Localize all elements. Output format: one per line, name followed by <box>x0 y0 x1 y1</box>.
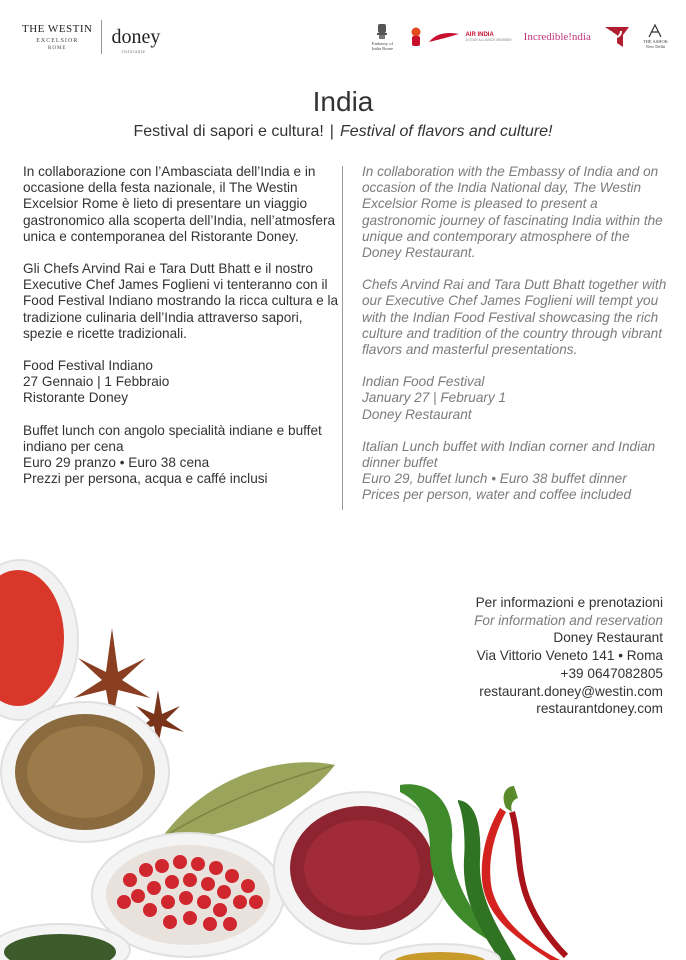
english-intro: In collaboration with the Embassy of India and on occasion of the India National day, The Westin Excelsior Rome is pleased to present a gastronomic journey of fascinating India within the unique and contemporary atmosphere of the Doney Restaurant. <box>362 164 663 261</box>
contact-email[interactable]: restaurant.doney@westin.com <box>479 683 663 699</box>
contact-phone[interactable]: +39 0647082805 <box>560 665 663 681</box>
contact-info-italian: Per informazioni e prenotazioni <box>475 595 663 610</box>
air-india-swan-icon <box>427 30 461 44</box>
paprika-bowl-icon <box>0 560 78 720</box>
italian-event-name: Food Festival Indiano <box>23 358 153 374</box>
italian-offer-block <box>23 423 343 488</box>
italian-intro: In collaborazione con l’Ambasciata dell’India e in occasione della festa nazionale, il The Westin Excelsior Rome è lieto di presentare un viaggio gastronomico alla scoperta dell’India, nell’atmosfera unica e contemporanea del Ristorante Doney. <box>23 164 336 244</box>
embassy-logo <box>367 22 397 52</box>
english-offer: Italian Lunch buffet with Indian corner and Indian dinner buffet <box>362 438 656 471</box>
italian-chefs: Gli Chefs Arvind Rai e Tara Dutt Bhatt e il nostro Executive Chef James Foglieni vi tenteranno con il Food Festival Indiano mostrando la ricca cultura e la tradizione culinaria dell’India attraverso sapori, spezie e ricette tradizionali. <box>23 261 339 341</box>
contact-block <box>474 594 663 718</box>
ashoka-emblem-icon <box>375 22 389 40</box>
english-event <box>362 374 672 423</box>
english-offer-block <box>362 439 672 504</box>
english-notes: Prices per person, water and coffee included <box>362 487 632 503</box>
ashok-name: THE ASHOK <box>642 38 668 44</box>
cumin-bowl-icon <box>1 702 169 842</box>
westin-name: THE WESTIN <box>22 22 93 35</box>
maharaja-icon <box>409 26 423 48</box>
italian-offer: Buffet lunch con angolo specialità indiane e buffet indiano per cena <box>23 422 322 454</box>
italian-column <box>23 164 343 503</box>
italian-notes: Prezzi per persona, acqua e caffé inclusi <box>23 471 268 487</box>
italian-event-dates: 27 Gennaio | 1 Febbraio <box>23 374 170 390</box>
air-india-logo <box>409 26 511 48</box>
english-event-venue: Doney Restaurant <box>362 406 472 422</box>
english-chefs: Chefs Arvind Rai and Tara Dutt Bhatt together with our Executive Chef James Foglieni will tempt you with the Indian Food Festival showcasing the rich culture and tradition of the country through vibrant flavors and masterful presentations. <box>362 277 667 358</box>
english-prices: Euro 29, buffet lunch • Euro 38 buffet dinner <box>362 471 627 487</box>
italian-event <box>23 358 343 407</box>
westin-city: ROME <box>48 45 67 51</box>
header-logos-right <box>367 22 668 52</box>
english-event-dates: January 27 | February 1 <box>362 390 507 406</box>
ashok-logo <box>643 24 668 50</box>
ashok-city: New Delhi <box>645 43 666 49</box>
english-event-name: Indian Food Festival <box>362 374 485 390</box>
westin-logo <box>22 24 92 51</box>
air-india-tag: A STAR ALLIANCE MEMBER <box>465 38 512 43</box>
page-title: India <box>312 86 374 117</box>
incredible-india-logo: Incredible!ndia <box>523 30 591 43</box>
doney-name: doney <box>111 25 161 48</box>
subtitle-italian: Festival di sapori e cultura! <box>133 123 324 140</box>
contact-website[interactable]: restaurantdoney.com <box>536 701 663 717</box>
contact-info-english: For information and reservation <box>474 612 663 628</box>
itdc-logo-icon <box>603 25 631 49</box>
doney-sub: ristorante <box>121 49 146 55</box>
subtitle-separator: | <box>329 123 334 140</box>
italian-prices: Euro 29 pranzo • Euro 38 cena <box>23 455 210 471</box>
ashok-mark-icon <box>647 24 663 38</box>
column-divider <box>342 166 343 510</box>
italian-event-venue: Ristorante Doney <box>23 390 129 406</box>
header-logos-left <box>22 20 167 54</box>
contact-address: Via Vittorio Veneto 141 • Roma <box>476 648 663 664</box>
embassy-text: Embassy of India Rome <box>371 40 393 51</box>
contact-venue: Doney Restaurant <box>553 630 663 646</box>
subtitle <box>0 123 686 141</box>
english-column <box>362 164 672 520</box>
westin-hotel: EXCELSIOR <box>36 37 79 44</box>
doney-logo <box>111 25 167 55</box>
subtitle-english: Festival of flavors and culture! <box>339 123 553 140</box>
air-india-name: AIR INDIA <box>465 31 494 38</box>
logo-divider <box>101 20 102 54</box>
